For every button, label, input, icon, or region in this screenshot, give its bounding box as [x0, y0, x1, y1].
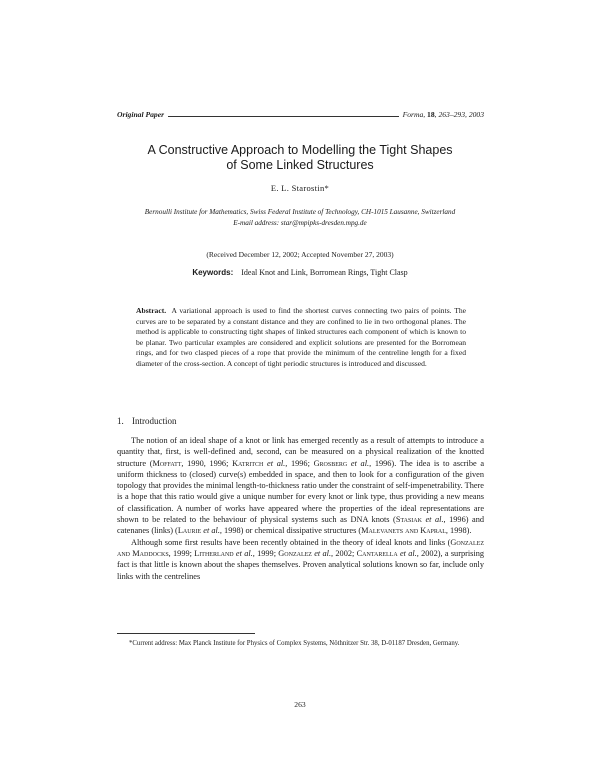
journal-citation: Forma, 18, 263–293, 2003 [402, 110, 484, 119]
citation: Stasiak [395, 515, 422, 525]
page-number: 263 [294, 700, 306, 709]
keywords-text: Ideal Knot and Link, Borromean Rings, Tight Clasp [241, 268, 408, 277]
section-heading [117, 416, 177, 426]
running-head [117, 110, 484, 119]
section-title: Introduction [132, 416, 177, 426]
citation: Grosberg [313, 458, 348, 468]
section-number: 1. [117, 416, 124, 426]
keywords [100, 268, 500, 277]
paragraph-2: Although some first results have been recently obtained in the theory of ideal knots and links (Gonzalez and Maddocks, 1999; Litherland et al., 1999; Gonzalez et al., 2002; Cantarella et al., 2002), a surprising fact is that little is known about the shapes themselves. Proven analytical solutions known so far, include only links with the centrelines [117, 537, 485, 581]
abstract-label: Abstract. [136, 306, 167, 315]
citation: Katritch [232, 458, 264, 468]
title-line-2: of Some Linked Structures [226, 158, 374, 172]
paragraph-1: The notion of an ideal shape of a knot or link has emerged recently as a result of attempts to introduce a quantity that, first, is well-defined and, second, can be measured on a physical realization of the knotted structure (Moffatt, 1990, 1996; Katritch et al., 1996; Grosberg et al., 1996). The idea is to ascribe a uniform thickness to (closed) curve(s) embedded in space, and then to look for a configuration of the given topology that provides the minimal length-to-thickness ratio under the constraint of self-impenetrability. There is a hope that this ratio would give a unique number for every knot or link type, thus providing a new means of classification. A number of works have appeared where the properties of the ideal representations are shown to be related to the behaviour of physical systems such as DNA knots (Stasiak et al., 1996) and catenanes (links) (Laurie et al., 1998) or chemical dissipative structures (Malevanets and Kapral, 1998). [117, 436, 484, 536]
citation: Laurie [177, 526, 202, 536]
abstract-text: A variational approach is used to find the shortest curves connecting two pairs of points. The curves are to be separated by a constant distance and they are confined to lie in two orthogonal planes. The method is applicable to constructing tight shapes of linked structures each component of which is known to be planar. Two particular examples are considered and explicit solutions are presented for the Borromean rings, and for two clasped pieces of a rope that provide the minimum of the centreline length for a fixed diameter of the cross-section. A concept of tight periodic structures is introduced and discussed. [136, 306, 466, 368]
affiliation [100, 207, 500, 229]
citation: Cantarella [356, 548, 398, 558]
paper-type-label: Original Paper [117, 110, 165, 119]
received-dates: (Received December 12, 2002; Accepted November 27, 2003) [206, 250, 394, 259]
title-line-1: A Constructive Approach to Modelling the Tight Shapes [147, 143, 453, 157]
keywords-label: Keywords: [192, 268, 234, 277]
citation: Litherland [194, 548, 234, 558]
footnote-rule [117, 633, 255, 634]
affiliation-institute: Bernoulli Institute for Mathematics, Swiss Federal Institute of Technology, CH-1015 Lausanne, Switzerland [144, 208, 456, 216]
author-name: E. L. Starostin* [270, 183, 330, 193]
footnote: *Current address: Max Planck Institute for Physics of Complex Systems, Nöthnitzer Str. 38, D-01187 Dresden, Germany. [129, 640, 460, 647]
citation: Moffatt [152, 458, 182, 468]
affiliation-email: E-mail address: star@mpipks-dresden.mpg.de [233, 219, 367, 227]
running-head-rule [168, 116, 399, 117]
citation: Gonzalez and Maddocks [117, 537, 484, 558]
paper-title [100, 143, 500, 173]
abstract [136, 306, 466, 369]
body-text [117, 435, 484, 582]
citation: Gonzalez [278, 548, 312, 558]
citation: Malevanets and Kapral [361, 526, 446, 536]
